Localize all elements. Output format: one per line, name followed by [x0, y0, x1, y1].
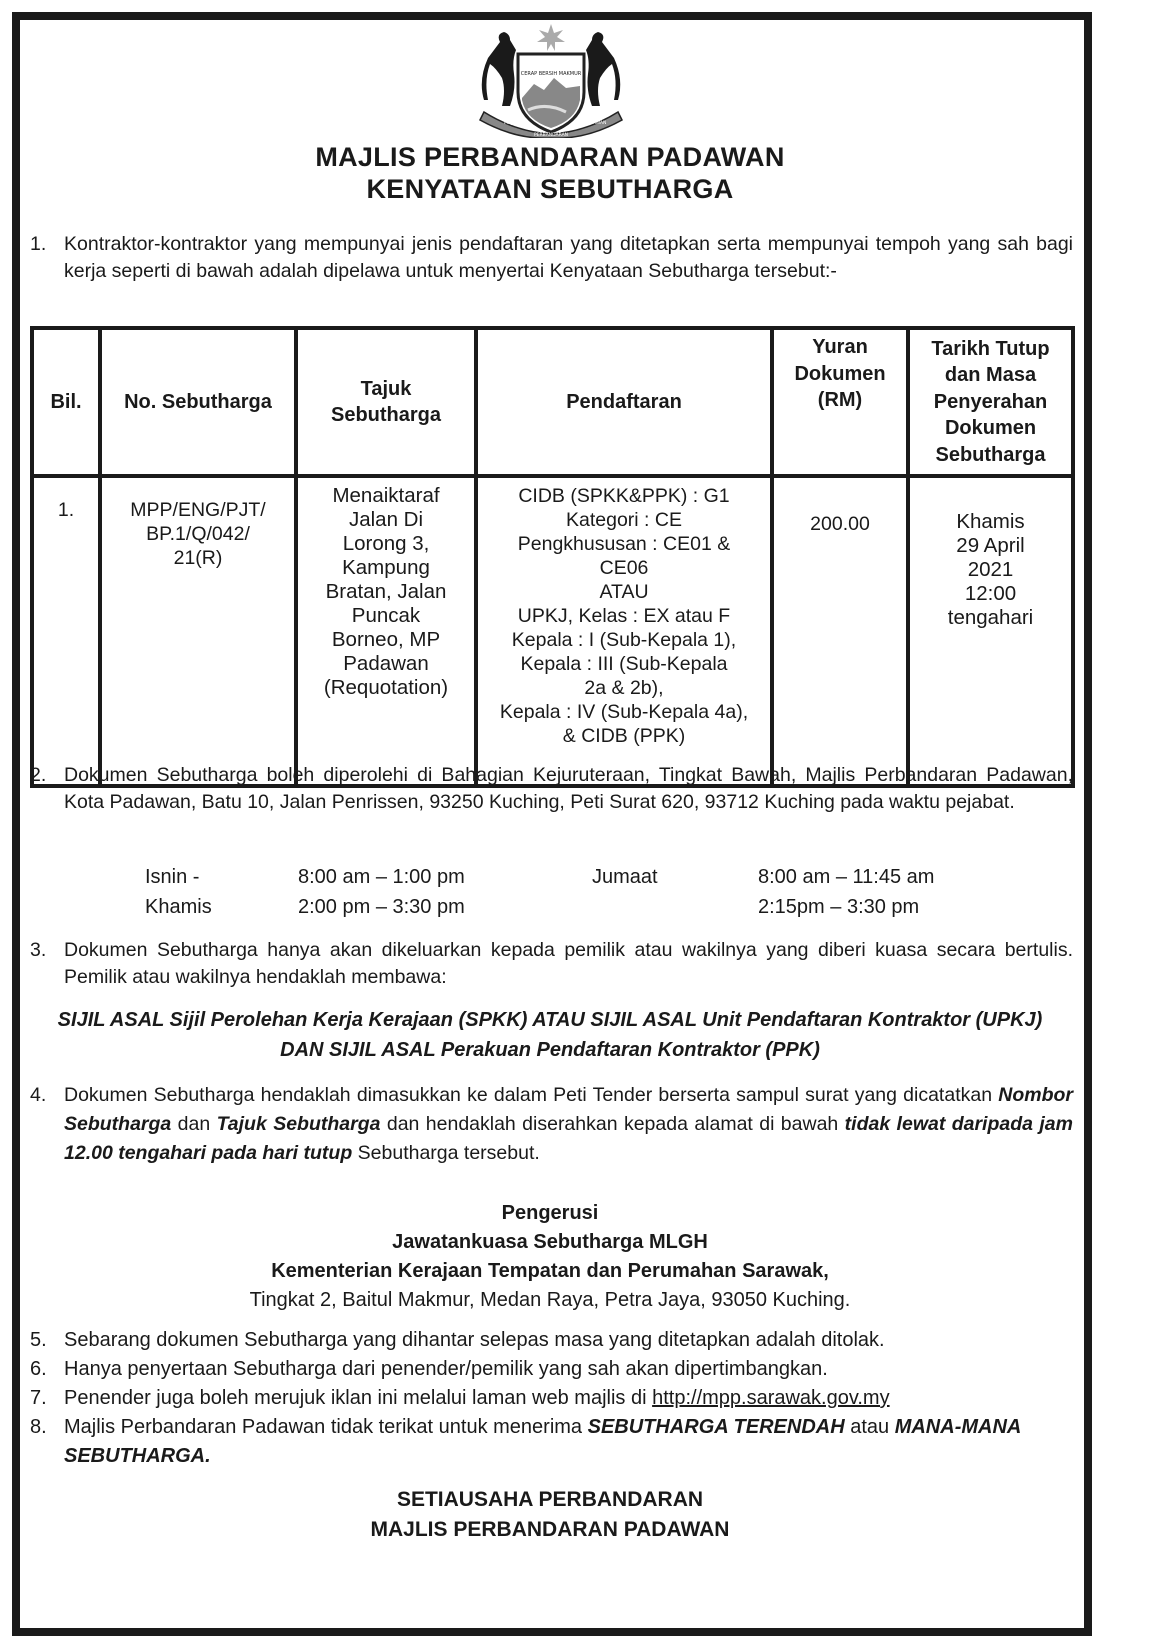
cell-no-sebutharga: [100, 476, 296, 786]
address-block: [0, 1199, 1100, 1315]
ribbon-right-text: PADAWAN: [584, 121, 607, 126]
cell-line: MPP/ENG/PJT/: [130, 499, 266, 521]
header-bil: Bil.: [32, 328, 100, 476]
address-committee: Jawatankuasa Sebutharga MLGH: [392, 1231, 708, 1253]
signatory-title: SETIAUSAHA PERBANDARAN: [396, 1488, 704, 1511]
cell-line: BP.1/Q/042/: [146, 523, 250, 545]
requirement-line: DAN SIJIL ASAL Perakuan Pendaftaran Kontraktor (PPK): [280, 1039, 820, 1061]
hours-day: Jumaat: [592, 866, 658, 888]
hours-time: 8:00 am – 1:00 pm: [298, 866, 465, 888]
section-8: 8. Majlis Perbandaran Padawan tidak terikat untuk menerima SEBUTHARGA TERENDAH atau MANA-MANA SEBUTHARGA.: [30, 1416, 1021, 1467]
section-number: 3.: [30, 939, 47, 961]
signature-block: [0, 1485, 1100, 1545]
emphasis-mana-mana: MANA-MANA SEBUTHARGA.: [64, 1416, 1021, 1467]
cell-value: 200.00: [810, 513, 870, 535]
cell-line: Bratan, Jalan: [325, 580, 447, 603]
notice-title: MAJLIS PERBANDARAN PADAWAN: [315, 142, 785, 172]
hours-times-2: [758, 862, 934, 922]
cell-tarikh: [908, 476, 1073, 786]
cell-line: 21(R): [173, 547, 223, 569]
hours-time: 2:15pm – 3:30 pm: [758, 896, 920, 918]
cell-line: 12:00: [964, 582, 1017, 605]
header-yuran: Yuran Dokumen (RM): [772, 328, 908, 476]
section-text: Dokumen Sebutharga boleh diperolehi di Bahagian Kejuruteraan, Tingkat Bawah, Majlis Perbandaran Padawan, Kota Padawan, Batu 10, Jalan Penrissen, 93250 Kuching, Peti Surat 620, 93712 Kuching pada waktu pejabat.: [64, 764, 1073, 813]
hours-times-1: [298, 862, 465, 922]
cell-line: Kampung: [342, 556, 430, 579]
hours-days-1: [145, 862, 212, 922]
section-number: 4.: [30, 1084, 47, 1106]
sections-5-8: [30, 1326, 1073, 1471]
table-header-row: [32, 328, 1073, 476]
cell-line: 29 April: [956, 534, 1025, 557]
cell-value: 1.: [57, 499, 75, 521]
address-street: Tingkat 2, Baitul Makmur, Medan Raya, Petra Jaya, 93050 Kuching.: [249, 1289, 851, 1311]
header-no-sebutharga: No. Sebutharga: [100, 328, 296, 476]
cell-line: Padawan: [343, 652, 429, 675]
header-tajuk: Tajuk Sebutharga: [296, 328, 476, 476]
section-6: 6. Hanya penyertaan Sebutharga dari penender/pemilik yang sah akan dipertimbangkan.: [30, 1358, 828, 1380]
cat-supporter-left-icon: [482, 32, 516, 106]
crest-motto: CERAP BERSIH MAKMUR: [520, 71, 582, 77]
requirements-block: [0, 1005, 1100, 1065]
hours-day: Isnin -: [145, 866, 200, 888]
tender-table: [30, 326, 1075, 788]
cell-line: CE06: [599, 557, 649, 579]
section-2: [30, 762, 1073, 816]
section-text: Dokumen Sebutharga hanya akan dikeluarkan kepada pemilik atau wakilnya yang diberi kuasa secara bertulis. Pemilik atau wakilnya hendaklah membawa:: [64, 939, 1073, 988]
hours-days-2: [592, 862, 658, 892]
cell-line: (Requotation): [323, 676, 449, 699]
cell-line: Menaiktaraf: [332, 484, 440, 507]
council-crest-logo: [466, 20, 636, 138]
cell-line: 2021: [967, 558, 1014, 581]
section-number: 2.: [30, 764, 47, 786]
cell-line: Jalan Di: [348, 508, 424, 531]
address-title: Pengerusi: [501, 1202, 599, 1224]
cell-pendaftaran: [476, 476, 772, 786]
cell-line: UPKJ, Kelas : EX atau F: [517, 605, 731, 627]
cell-line: Kepala : I (Sub-Kepala 1),: [511, 629, 737, 651]
cell-tajuk: [296, 476, 476, 786]
star-icon: [537, 24, 565, 51]
cell-line: & CIDB (PPK): [562, 725, 686, 747]
cell-line: CIDB (SPKK&PPK) : G1: [518, 485, 730, 507]
emphasis-tajuk: Tajuk Sebutharga: [216, 1113, 381, 1135]
cell-bil: [32, 476, 100, 786]
emphasis-deadline: tidak lewat daripada jam 12.00 tengahari pada hari tutup: [64, 1113, 1073, 1164]
cell-line: Kategori : CE: [566, 509, 682, 531]
hours-day: Khamis: [145, 896, 212, 918]
section-4: [30, 1081, 1073, 1168]
cell-line: Kepala : IV (Sub-Kepala 4a),: [499, 701, 749, 723]
emphasis-nombor: Nombor Sebutharga: [64, 1084, 1073, 1135]
section-3: [30, 937, 1073, 991]
section-5: 5. Sebarang dokumen Sebutharga yang dihantar selepas masa yang ditetapkan adalah ditolak.: [30, 1329, 885, 1351]
section-number: 1.: [30, 233, 47, 255]
cell-line: tengahari: [947, 606, 1034, 629]
section-text: Kontraktor-kontraktor yang mempunyai jenis pendaftaran yang ditetapkan serta mempunyai tempoh yang sah bagi kerja seperti di bawah adalah dipelawa untuk menyertai Kenyataan Sebutharga tersebut:-: [64, 233, 1073, 282]
website-link[interactable]: http://mpp.sarawak.gov.my: [652, 1387, 890, 1409]
header-tarikh: Tarikh Tutup dan Masa Penyerahan Dokumen Sebutharga: [908, 328, 1073, 476]
signatory-org: MAJLIS PERBANDARAN PADAWAN: [370, 1518, 730, 1541]
cell-line: Puncak: [351, 604, 421, 627]
cell-line: Pengkhususan : CE01 &: [517, 533, 731, 555]
cell-line: ATAU: [599, 581, 649, 603]
section-text: Dokumen Sebutharga hendaklah dimasukkan ke dalam Peti Tender berserta sampul surat yang dicatatkan Nombor Sebutharga dan Tajuk Sebutharga dan hendaklah diserahkan kepada alamat di bawah tidak lewat daripada jam 12.00 tengahari pada hari tutup Sebutharga tersebut.: [64, 1084, 1073, 1164]
requirement-line: SIJIL ASAL Sijil Perolehan Kerja Kerajaan (SPKK) ATAU SIJIL ASAL Unit Pendaftaran Kontraktor (UPKJ): [57, 1009, 1043, 1031]
ribbon-left-text: MAJLIS: [504, 121, 519, 126]
emphasis-terendah: SEBUTHARGA TERENDAH: [587, 1416, 845, 1438]
header-pendaftaran: Pendaftaran: [476, 328, 772, 476]
hours-time: 8:00 am – 11:45 am: [758, 866, 935, 888]
ribbon-center-text: PERBANDARAN: [533, 133, 569, 138]
address-ministry: Kementerian Kerajaan Tempatan dan Perumahan Sarawak,: [271, 1260, 829, 1282]
cat-supporter-right-icon: [586, 32, 620, 106]
cell-line: 2a & 2b),: [584, 677, 664, 699]
notice-subtitle: KENYATAAN SEBUTHARGA: [366, 174, 734, 204]
section-7: 7. Penender juga boleh merujuk iklan ini melalui laman web majlis di http://mpp.sarawak.gov.my: [30, 1387, 890, 1409]
cell-line: Lorong 3,: [342, 532, 430, 555]
cell-yuran: [772, 476, 908, 786]
hours-time: 2:00 pm – 3:30 pm: [298, 896, 465, 918]
cell-line: Khamis: [956, 510, 1025, 533]
table-row: [32, 476, 1073, 786]
cell-line: Borneo, MP: [331, 628, 441, 651]
cell-line: Kepala : III (Sub-Kepala: [520, 653, 728, 675]
section-1: [30, 231, 1073, 285]
